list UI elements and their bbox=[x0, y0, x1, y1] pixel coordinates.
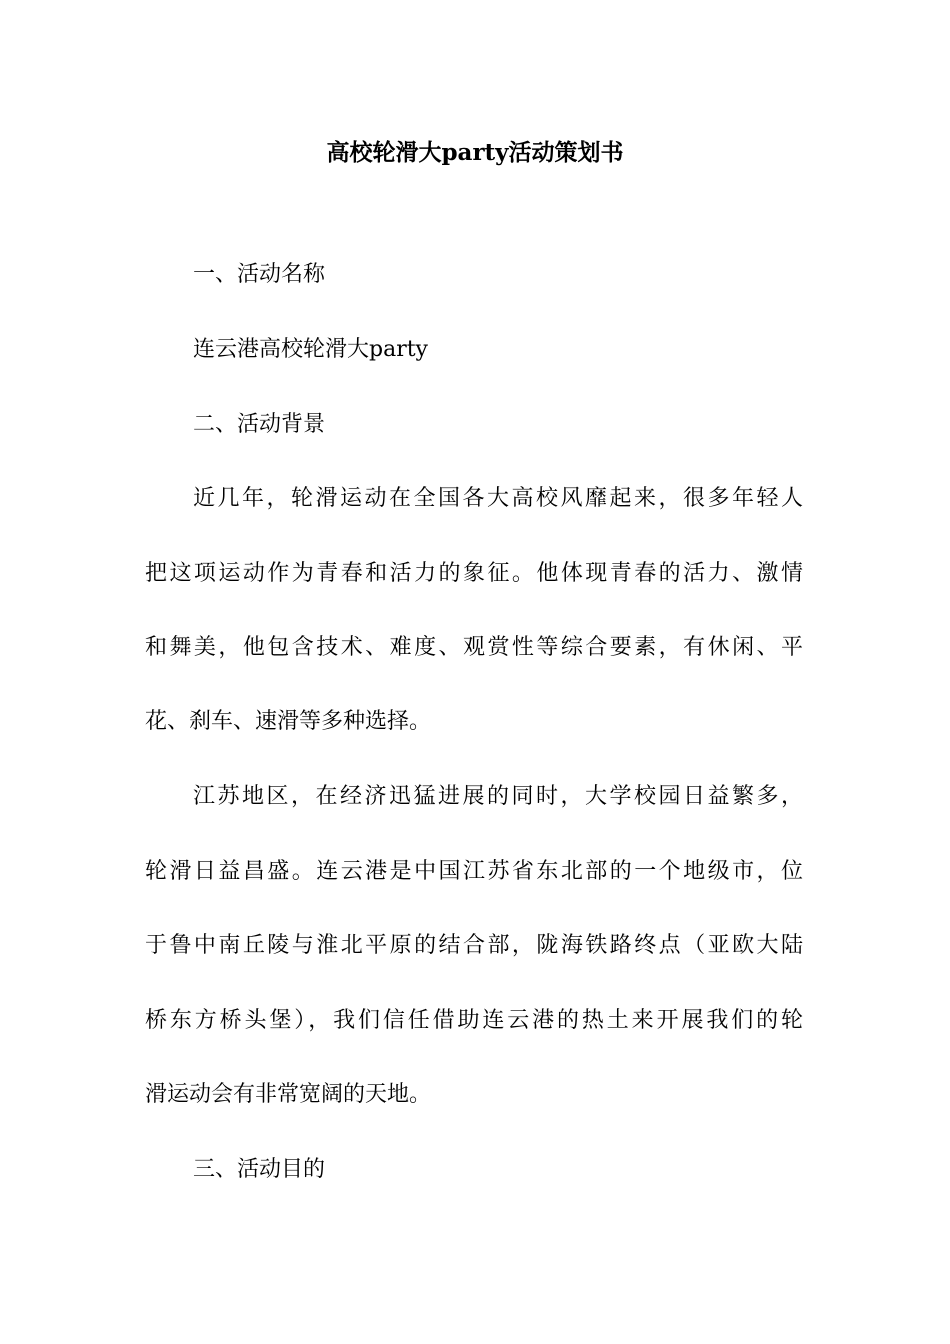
paragraph-line: 于鲁中南丘陵与淮北平原的结合部，陇海铁路终点（亚欧大陆 bbox=[145, 933, 803, 958]
paragraph-line: 花、刹车、速滑等多种选择。 bbox=[145, 709, 432, 734]
paragraph-line: 和舞美，他包含技术、难度、观赏性等综合要素，有休闲、平 bbox=[145, 635, 803, 660]
paragraph-line: 滑运动会有非常宽阔的天地。 bbox=[145, 1082, 432, 1107]
paragraph-line: 把这项运动作为青春和活力的象征。他体现青春的活力、激情 bbox=[145, 561, 803, 586]
section-heading-background: 二、活动背景 bbox=[193, 412, 326, 437]
paragraph-line: 近几年，轮滑运动在全国各大高校风靡起来，很多年轻人 bbox=[193, 486, 803, 511]
activity-name-text: 连云港高校轮滑大party bbox=[193, 337, 428, 362]
section-heading-activity-name: 一、活动名称 bbox=[193, 262, 326, 287]
paragraph-line: 桥东方桥头堡），我们信任借助连云港的热土来开展我们的轮 bbox=[145, 1008, 803, 1033]
paragraph-line: 轮滑日益昌盛。连云港是中国江苏省东北部的一个地级市，位 bbox=[145, 859, 803, 884]
paragraph-line: 江苏地区，在经济迅猛进展的同时，大学校园日益繁多， bbox=[193, 784, 803, 809]
document-title: 高校轮滑大party活动策划书 bbox=[326, 139, 624, 166]
section-heading-purpose: 三、活动目的 bbox=[193, 1157, 326, 1182]
